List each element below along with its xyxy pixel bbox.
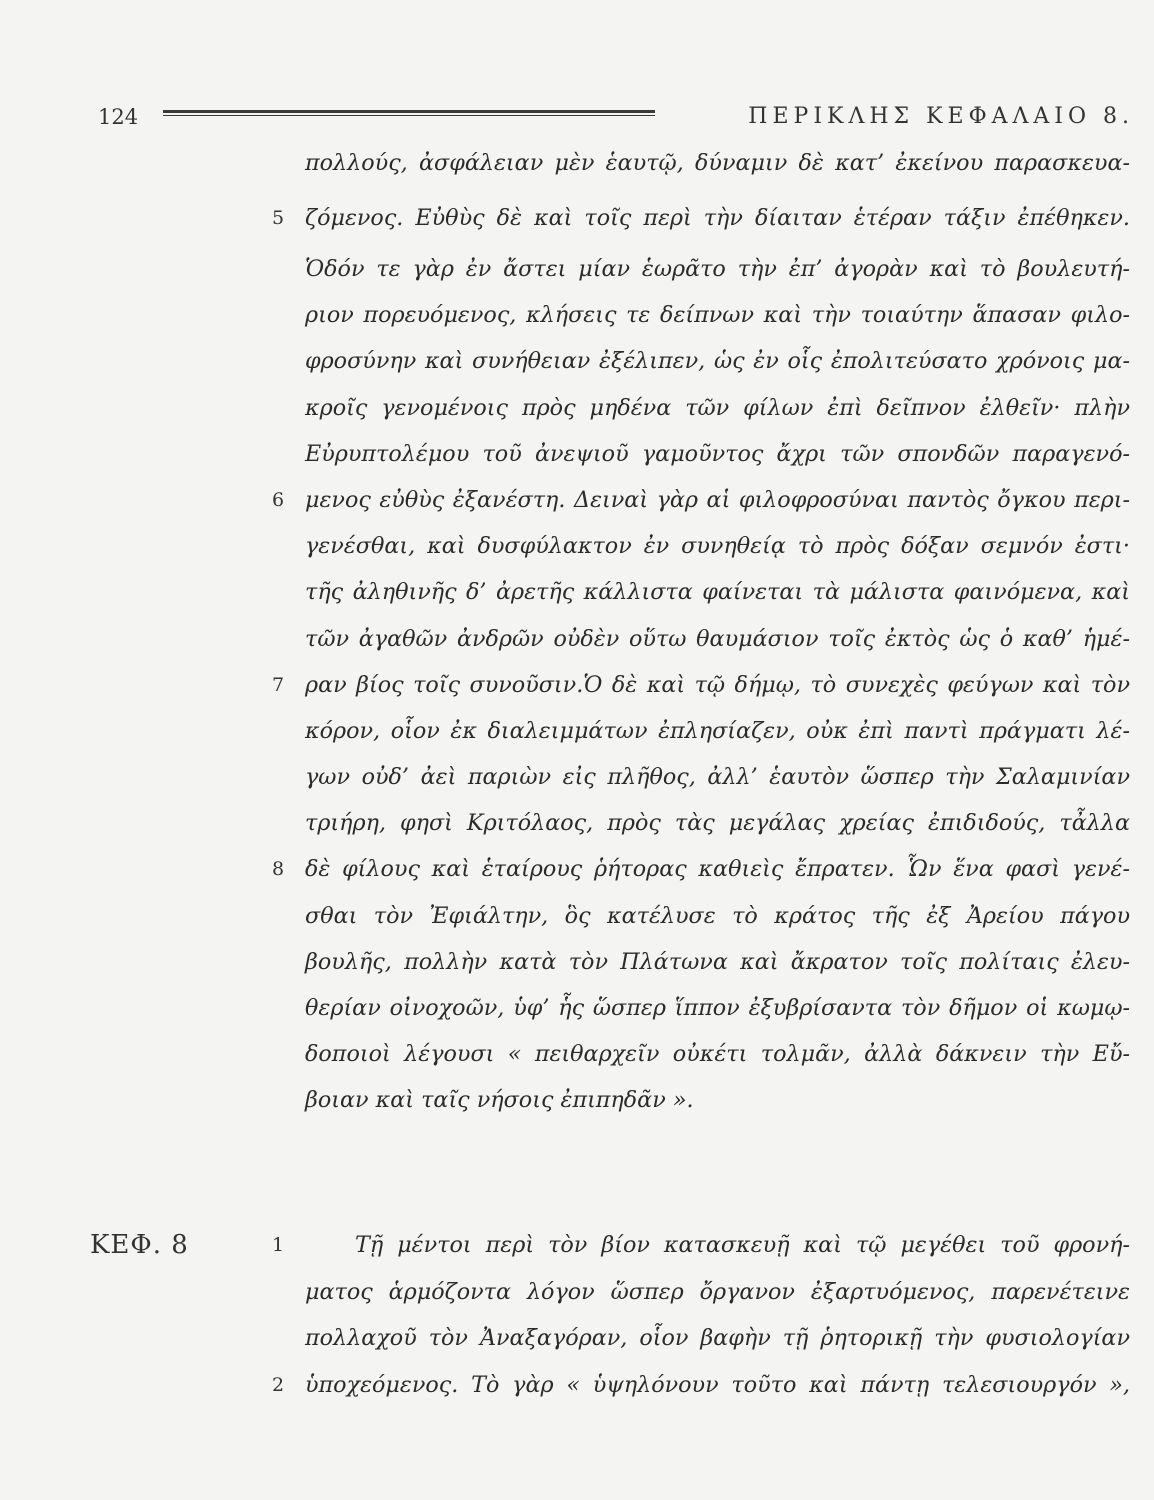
section-number: 6 [271,488,285,511]
line-text: ραν βίος τοῖς συνοῦσιν.Ὁ δὲ καὶ τῷ δήμῳ, τὸ συνεχὲς φεύγων καὶ τὸν [305,671,1130,698]
text-line [0,431,1154,477]
text-line [0,662,1154,708]
line-text: ὑποχεόμενος. Τὸ γὰρ « ὑψηλόνουν τοῦτο καὶ πάντῃ τελεσιουργόν », [305,1372,1130,1399]
text-line [0,754,1154,800]
line-text: τῆς ἀληθινῆς δ’ ἀρετῆς κάλλιστα φαίνεται τὰ μάλιστα φαινόμενα, καὶ [305,579,1130,606]
chapter-7-text [0,136,1154,1124]
line-text: ματος ἁρμόζοντα λόγον ὥσπερ ὄργανον ἐξαρτυόμενος, παρενέτεινε [305,1278,1130,1305]
line-text: γων οὐδ’ ἀεὶ παριὼν εἰς πλῆθος, ἀλλ’ ἑαυτὸν ὥσπερ τὴν Σαλαμινίαν [305,764,1130,791]
section-number: 7 [271,673,285,696]
text-line [0,191,1154,246]
text-line [0,1222,1154,1269]
line-text: βοιαν καὶ ταῖς νήσοις ἐπιπηδᾶν ». [305,1087,694,1114]
text-line [0,616,1154,662]
text-line [0,708,1154,754]
line-text: ζόμενος. Εὐθὺς δὲ καὶ τοῖς περὶ τὴν δίαιταν ἑτέραν τάξιν ἐπέθηκεν. [305,205,1130,231]
line-text: φροσύνην καὶ συνήθειαν ἐξέλιπεν, ὡς ἐν οἷς ἐπολιτεύσατο χρόνοις μα- [305,348,1130,375]
line-text: τριήρη, φησὶ Κριτόλαος, πρὸς τὰς μεγάλας χρείας ἐπιδιδούς, τἆλλα [305,810,1130,837]
line-text: Ὁδόν τε γὰρ ἐν ἄστει μίαν ἑωρᾶτο τὴν ἐπ’ ἀγορὰν καὶ τὸ βουλευτή- [305,256,1130,282]
text-line [0,477,1154,523]
line-text: δὲ φίλους καὶ ἑταίρους ῥήτορας καθιεὶς ἔπρατεν. Ὧν ἕνα φασὶ γενέ- [305,856,1130,883]
line-text: θερίαν οἰνοχοῶν, ὑφ’ ἧς ὥσπερ ἵππον ἐξυβρίσαντα τὸν δῆμον οἱ κωμῳ- [305,995,1130,1021]
text-line [0,1269,1154,1316]
text-line [0,338,1154,384]
line-text: κροῖς γενομένοις πρὸς μηδένα τῶν φίλων ἐπὶ δεῖπνον ἐλθεῖν· πλὴν [305,394,1130,421]
line-text: πολλούς, ἀσφάλειαν μὲν ἑαυτῷ, δύναμιν δὲ κατ’ ἐκείνου παρασκευα- [305,150,1130,176]
section-number: 5 [271,207,285,229]
line-text: ριον πορευόμενος, κλήσεις τε δείπνων καὶ τὴν τοιαύτην ἅπασαν φιλο- [305,302,1130,329]
line-text: μενος εὐθὺς ἐξανέστη. Δειναὶ γὰρ αἱ φιλοφροσύναι παντὸς ὄγκου περι- [305,486,1130,513]
text-line [0,939,1154,985]
line-text: γενέσθαι, καὶ δυσφύλακτον ἐν συνηθείᾳ τὸ πρὸς δόξαν σεμνόν ἐστι· [305,533,1130,560]
page-number: 124 [98,105,139,129]
text-line [0,385,1154,431]
chapter-8-text [0,1222,1154,1409]
text-line [0,569,1154,615]
text-line [0,846,1154,892]
running-title: ΠΕΡΙΚΛΗΣ ΚΕΦΑΛΑΙΟ 8. [748,104,1134,129]
line-text: κόρον, οἷον ἐκ διαλειμμάτων ἐπλησίαζεν, οὐκ ἐπὶ παντὶ πράγματι λέ- [305,717,1130,744]
line-text: Εὐρυπτολέμου τοῦ ἀνεψιοῦ γαμοῦντος ἄχρι τῶν σπονδῶν παραγενό- [305,440,1130,467]
line-text: Τῇ μέντοι περὶ τὸν βίον κατασκευῇ καὶ τῷ μεγέθει τοῦ φρονή- [355,1232,1130,1258]
text-line [0,1362,1154,1409]
text-line [0,1077,1154,1123]
section-number: 8 [271,858,285,881]
section-number: 2 [271,1374,285,1397]
line-text: πολλαχοῦ τὸν Ἀναξαγόραν, οἷον βαφὴν τῇ ῥητορικῇ τὴν φυσιολογίαν [305,1325,1130,1352]
section-number: 1 [271,1234,285,1256]
line-text: σθαι τὸν Ἐφιάλτην, ὃς κατέλυσε τὸ κράτος τῆς ἐξ Ἀρείου πάγου [305,902,1130,929]
text-line [0,893,1154,939]
line-text: βουλῆς, πολλὴν κατὰ τὸν Πλάτωνα καὶ ἄκρατον τοῖς πολίταις ἐλευ- [305,948,1130,975]
header-rule [163,110,655,116]
text-line [0,136,1154,191]
line-text: τῶν ἀγαθῶν ἀνδρῶν οὐδὲν οὕτω θαυμάσιον τοῖς ἐκτὸς ὡς ὁ καθ’ ἡμέ- [305,625,1130,652]
text-line [0,523,1154,569]
text-line [0,246,1154,292]
text-line [0,292,1154,338]
text-line [0,985,1154,1031]
line-text: δοποιοὶ λέγουσι « πειθαρχεῖν οὐκέτι τολμᾶν, ἀλλὰ δάκνειν τὴν Εὔ- [305,1041,1130,1068]
text-line [0,800,1154,846]
chapter-label: ΚΕΦ. 8 [90,1230,189,1260]
text-line [0,1315,1154,1362]
text-line [0,1031,1154,1077]
